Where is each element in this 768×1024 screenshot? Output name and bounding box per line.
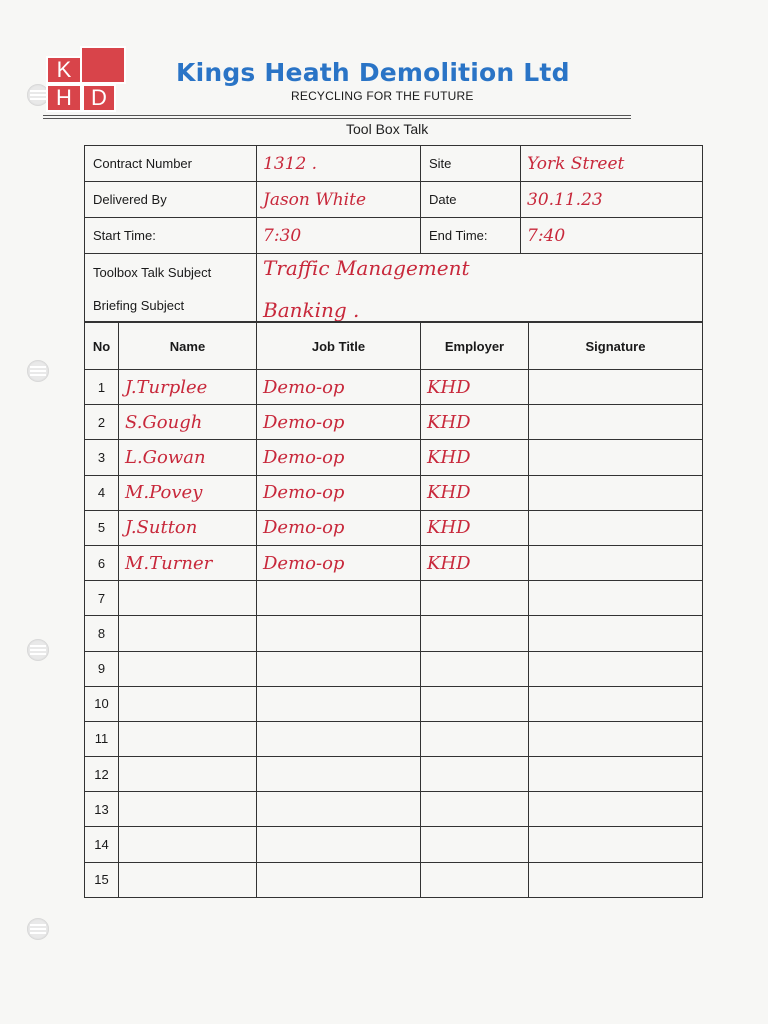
attendance-row bbox=[85, 616, 703, 651]
company-name: Kings Heath Demolition Ltd bbox=[176, 58, 570, 87]
binder-hole bbox=[27, 918, 49, 940]
attendee-employer: KHD bbox=[421, 440, 529, 475]
row-number: 3 bbox=[85, 440, 119, 475]
attendee-job-title: Demo-op bbox=[257, 440, 421, 475]
logo-block bbox=[80, 46, 126, 84]
attendance-row bbox=[85, 581, 703, 616]
attendance-row bbox=[85, 792, 703, 827]
end-time-label: End Time: bbox=[421, 218, 521, 254]
attendance-row bbox=[85, 440, 703, 475]
attendance-row bbox=[85, 651, 703, 686]
subject-values bbox=[257, 254, 703, 322]
attendee-name bbox=[119, 757, 257, 792]
attendee-employer: KHD bbox=[421, 510, 529, 545]
toolbox-subject-value: Traffic Management bbox=[263, 255, 470, 280]
date-label: Date bbox=[421, 182, 521, 218]
attendee-job-title bbox=[257, 721, 421, 756]
attendee-name: J.Sutton bbox=[119, 510, 257, 545]
attendee-job-title bbox=[257, 792, 421, 827]
attendance-rows bbox=[85, 370, 703, 898]
attendee-name bbox=[119, 581, 257, 616]
attendee-employer: KHD bbox=[421, 475, 529, 510]
attendee-name: J.Turplee bbox=[119, 370, 257, 405]
row-number: 4 bbox=[85, 475, 119, 510]
attendance-row bbox=[85, 475, 703, 510]
attendee-employer bbox=[421, 721, 529, 756]
attendee-job-title bbox=[257, 651, 421, 686]
logo-letter-k: K bbox=[46, 56, 82, 84]
attendee-name bbox=[119, 721, 257, 756]
header-divider bbox=[43, 118, 631, 119]
row-number: 8 bbox=[85, 616, 119, 651]
binder-hole bbox=[27, 360, 49, 382]
date-value: 30.11.23 bbox=[521, 182, 703, 218]
attendance-row bbox=[85, 545, 703, 580]
attendee-job-title: Demo-op bbox=[257, 405, 421, 440]
row-number: 11 bbox=[85, 721, 119, 756]
attendee-job-title bbox=[257, 616, 421, 651]
start-time-value: 7:30 bbox=[257, 218, 421, 254]
row-number: 1 bbox=[85, 370, 119, 405]
attendee-job-title bbox=[257, 686, 421, 721]
contract-number-value: 1312 . bbox=[257, 146, 421, 182]
attendee-job-title: Demo-op bbox=[257, 510, 421, 545]
logo-letter-h: H bbox=[46, 84, 82, 112]
logo-letter-d: D bbox=[82, 84, 116, 112]
attendee-job-title bbox=[257, 827, 421, 862]
attendance-row bbox=[85, 686, 703, 721]
start-time-label: Start Time: bbox=[85, 218, 257, 254]
row-number: 12 bbox=[85, 757, 119, 792]
attendance-row bbox=[85, 721, 703, 756]
attendee-signature bbox=[529, 686, 703, 721]
attendance-row bbox=[85, 827, 703, 862]
attendee-name bbox=[119, 827, 257, 862]
binder-hole bbox=[27, 639, 49, 661]
column-header-name: Name bbox=[119, 323, 257, 370]
header-divider bbox=[43, 115, 631, 116]
attendee-signature bbox=[529, 510, 703, 545]
attendee-name: L.Gowan bbox=[119, 440, 257, 475]
column-header-job-title: Job Title bbox=[257, 323, 421, 370]
site-value: York Street bbox=[521, 146, 703, 182]
row-number: 2 bbox=[85, 405, 119, 440]
attendee-signature bbox=[529, 792, 703, 827]
column-header-no: No bbox=[85, 323, 119, 370]
attendee-signature bbox=[529, 405, 703, 440]
company-logo bbox=[44, 46, 124, 112]
attendee-employer: KHD bbox=[421, 405, 529, 440]
row-number: 7 bbox=[85, 581, 119, 616]
attendee-signature bbox=[529, 475, 703, 510]
attendee-job-title: Demo-op bbox=[257, 370, 421, 405]
attendee-name: S.Gough bbox=[119, 405, 257, 440]
attendance-table bbox=[84, 322, 703, 898]
attendee-job-title bbox=[257, 757, 421, 792]
row-number: 13 bbox=[85, 792, 119, 827]
site-label: Site bbox=[421, 146, 521, 182]
attendance-row bbox=[85, 510, 703, 545]
row-number: 9 bbox=[85, 651, 119, 686]
attendee-signature bbox=[529, 545, 703, 580]
attendee-name bbox=[119, 792, 257, 827]
attendee-employer bbox=[421, 616, 529, 651]
attendee-employer: KHD bbox=[421, 545, 529, 580]
column-header-signature: Signature bbox=[529, 323, 703, 370]
attendee-name bbox=[119, 862, 257, 897]
attendee-employer bbox=[421, 792, 529, 827]
attendee-signature bbox=[529, 827, 703, 862]
attendee-job-title: Demo-op bbox=[257, 545, 421, 580]
attendee-signature bbox=[529, 757, 703, 792]
attendee-name: M.Turner bbox=[119, 545, 257, 580]
attendee-job-title bbox=[257, 862, 421, 897]
attendee-signature bbox=[529, 370, 703, 405]
attendance-row bbox=[85, 757, 703, 792]
attendee-signature bbox=[529, 440, 703, 475]
delivered-by-value: Jason White bbox=[257, 182, 421, 218]
contract-number-label: Contract Number bbox=[85, 146, 257, 182]
attendance-row bbox=[85, 862, 703, 897]
row-number: 15 bbox=[85, 862, 119, 897]
attendee-employer bbox=[421, 862, 529, 897]
company-tagline: RECYCLING FOR THE FUTURE bbox=[291, 89, 474, 103]
subject-labels bbox=[85, 254, 257, 322]
briefing-subject-label: Briefing Subject bbox=[93, 297, 185, 313]
row-number: 5 bbox=[85, 510, 119, 545]
briefing-subject-value: Banking . bbox=[263, 297, 360, 322]
row-number: 14 bbox=[85, 827, 119, 862]
row-number: 10 bbox=[85, 686, 119, 721]
delivered-by-label: Delivered By bbox=[85, 182, 257, 218]
attendance-row bbox=[85, 405, 703, 440]
attendee-name: M.Povey bbox=[119, 475, 257, 510]
toolbox-subject-label: Toolbox Talk Subject bbox=[93, 264, 212, 280]
attendee-employer bbox=[421, 581, 529, 616]
attendee-name bbox=[119, 686, 257, 721]
attendee-employer bbox=[421, 827, 529, 862]
attendee-employer bbox=[421, 651, 529, 686]
attendee-name bbox=[119, 651, 257, 686]
attendee-signature bbox=[529, 721, 703, 756]
column-header-employer: Employer bbox=[421, 323, 529, 370]
attendee-name bbox=[119, 616, 257, 651]
attendee-employer bbox=[421, 757, 529, 792]
details-table bbox=[84, 145, 703, 322]
attendee-employer: KHD bbox=[421, 370, 529, 405]
row-number: 6 bbox=[85, 545, 119, 580]
attendee-job-title: Demo-op bbox=[257, 475, 421, 510]
attendee-signature bbox=[529, 651, 703, 686]
attendee-signature bbox=[529, 616, 703, 651]
document-title: Tool Box Talk bbox=[346, 121, 429, 137]
attendance-row bbox=[85, 370, 703, 405]
end-time-value: 7:40 bbox=[521, 218, 703, 254]
attendee-employer bbox=[421, 686, 529, 721]
attendee-signature bbox=[529, 581, 703, 616]
attendee-job-title bbox=[257, 581, 421, 616]
attendee-signature bbox=[529, 862, 703, 897]
